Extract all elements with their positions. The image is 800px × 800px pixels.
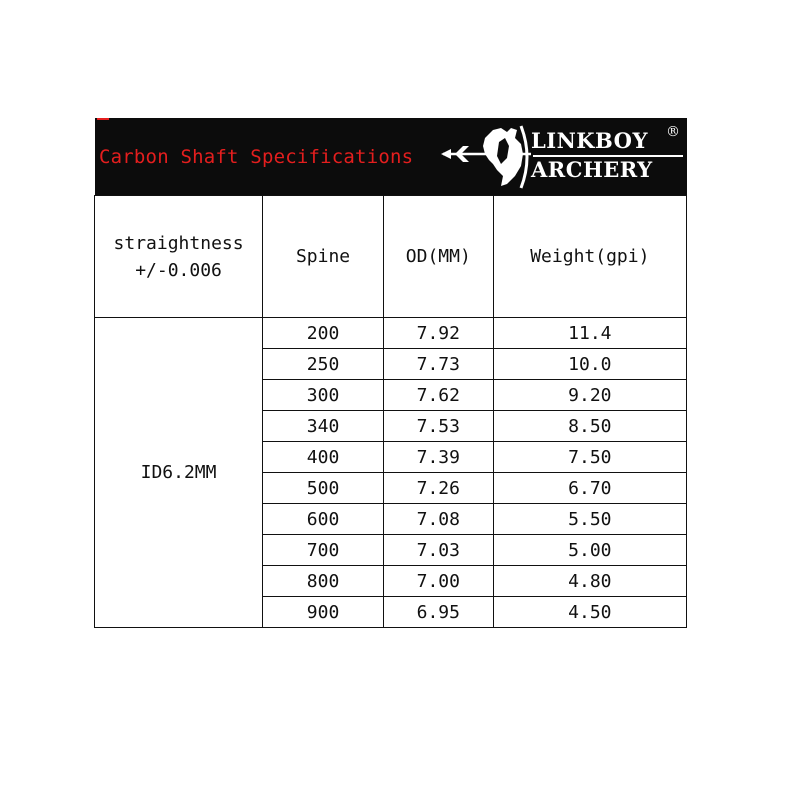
cell-weight: 10.0 (493, 349, 686, 380)
cell-weight: 5.50 (493, 504, 686, 535)
cell-spine: 900 (263, 597, 384, 628)
header-od: OD(MM) (383, 196, 493, 318)
cell-weight: 4.80 (493, 566, 686, 597)
header-spine: Spine (263, 196, 384, 318)
spec-header-banner (95, 118, 687, 195)
cell-od: 7.26 (383, 473, 493, 504)
cell-weight: 8.50 (493, 411, 686, 442)
cell-od: 7.08 (383, 504, 493, 535)
cell-od: 7.92 (383, 318, 493, 349)
cell-od: 7.03 (383, 535, 493, 566)
cell-spine: 200 (263, 318, 384, 349)
cell-spine: 800 (263, 566, 384, 597)
id-label-cell: ID6.2MM (95, 318, 263, 628)
cell-spine: 300 (263, 380, 384, 411)
cell-od: 7.53 (383, 411, 493, 442)
red-tick-mark (97, 118, 109, 120)
cell-spine: 250 (263, 349, 384, 380)
cell-spine: 340 (263, 411, 384, 442)
cell-od: 7.39 (383, 442, 493, 473)
header-weight: Weight(gpi) (493, 196, 686, 318)
logo-underline (533, 155, 683, 157)
straightness-label: straightness (113, 232, 244, 254)
cell-spine: 700 (263, 535, 384, 566)
straightness-tolerance: +/-0.006 (135, 259, 222, 281)
logo-text-archery: ARCHERY (531, 157, 653, 182)
cell-weight: 11.4 (493, 318, 686, 349)
table-header-row (95, 196, 687, 318)
linkboy-archery-logo (441, 124, 685, 190)
cell-weight: 4.50 (493, 597, 686, 628)
cell-od: 7.73 (383, 349, 493, 380)
table-row (95, 318, 687, 349)
logo-text-linkboy: LINKBOY (531, 128, 648, 153)
cell-spine: 500 (263, 473, 384, 504)
cell-od: 6.95 (383, 597, 493, 628)
cell-od: 7.62 (383, 380, 493, 411)
archer-arrow-icon (441, 124, 531, 190)
cell-weight: 6.70 (493, 473, 686, 504)
cell-spine: 400 (263, 442, 384, 473)
cell-weight: 7.50 (493, 442, 686, 473)
page-title: Carbon Shaft Specifications (99, 146, 414, 168)
cell-weight: 5.00 (493, 535, 686, 566)
cell-weight: 9.20 (493, 380, 686, 411)
cell-od: 7.00 (383, 566, 493, 597)
spec-table (94, 195, 687, 628)
header-straightness (95, 196, 263, 318)
registered-mark: ® (666, 124, 680, 140)
cell-spine: 600 (263, 504, 384, 535)
